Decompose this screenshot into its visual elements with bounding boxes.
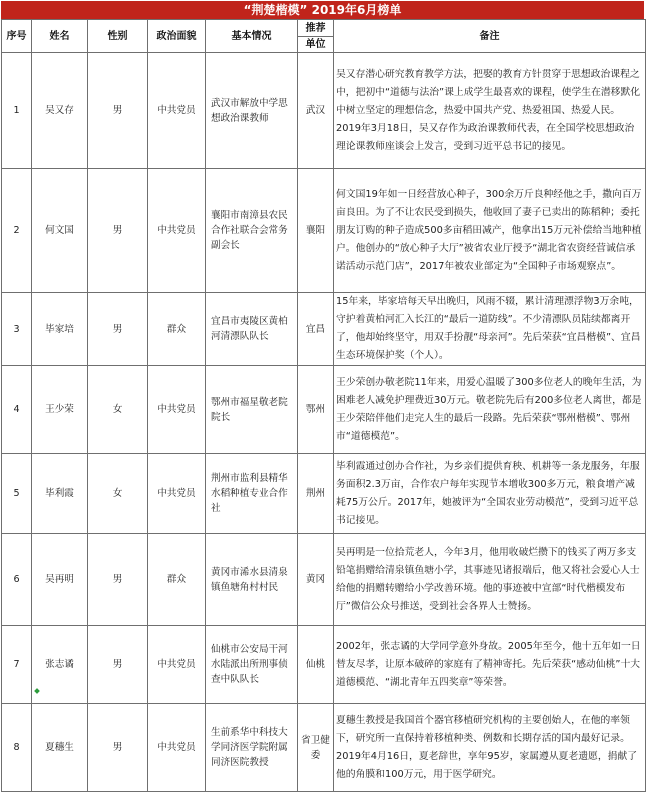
cell-name: 吴又存 — [32, 53, 88, 169]
cell-gender: 男 — [88, 534, 148, 626]
table-row — [2, 53, 646, 169]
cell-info: 鄂州市福星敬老院院长 — [206, 366, 298, 454]
header-row — [2, 20, 646, 37]
cell-gender: 男 — [88, 626, 148, 704]
cell-info: 宜昌市夷陵区黄柏河清漂队队长 — [206, 293, 298, 366]
cell-name: 毕家培 — [32, 293, 88, 366]
cell-index: 8 — [2, 704, 32, 792]
cell-note: 15年来，毕家培每天早出晚归，风雨不辍，累计清理漂浮物3万余吨，守护着黄柏河汇入长江的“最后一道防线”。不少清漂队员陆续都离开了，他却始终坚守，用双手扮靓“母亲河”。先后荣获“宜昌楷模”、宜昌生态环境保护奖（个人）。 — [334, 293, 646, 366]
cell-index: 2 — [2, 169, 32, 293]
cell-info: 生前系华中科技大学同济医学院附属同济医院教授 — [206, 704, 298, 792]
cell-unit: 黄冈 — [298, 534, 334, 626]
table-row — [2, 704, 646, 792]
table-row — [2, 169, 646, 293]
cell-political: 中共党员 — [148, 626, 206, 704]
cell-index: 1 — [2, 53, 32, 169]
table-row — [2, 534, 646, 626]
header-gender: 性别 — [88, 20, 148, 53]
cell-political: 中共党员 — [148, 366, 206, 454]
cell-info: 仙桃市公安局干河水陆派出所刑事侦查中队队长 — [206, 626, 298, 704]
cell-note: 吴再明是一位拾荒老人，今年3月，他用收破烂攒下的钱买了两万多支铅笔捐赠给清泉镇鱼塘小学，其事迹见诸报端后，他又将社会爱心人士给他的捐赠转赠给小学改善环境。他的事迹被中宣部“时代楷模发布厅”微信公众号推送，受到社会各界人士赞扬。 — [334, 534, 646, 626]
cell-index: 5 — [2, 454, 32, 534]
cell-info: 襄阳市南漳县农民合作社联合会常务副会长 — [206, 169, 298, 293]
cell-gender: 男 — [88, 704, 148, 792]
table-row — [2, 366, 646, 454]
cell-name: 王少荣 — [32, 366, 88, 454]
cell-political: 中共党员 — [148, 704, 206, 792]
header-info: 基本情况 — [206, 20, 298, 53]
honor-list-table — [1, 19, 646, 792]
cell-political: 群众 — [148, 293, 206, 366]
cell-name: 夏穗生 — [32, 704, 88, 792]
cell-note: 夏穗生教授是我国首个器官移植研究机构的主要创始人，在他的率领下，研究所一直保持着移植种类、例数和长期存活的国内最好记录。2019年4月16日，夏老辞世，享年95岁，家属遵从夏老遗愿，捐献了他的角膜和100万元，用于医学研究。 — [334, 704, 646, 792]
header-name: 姓名 — [32, 20, 88, 53]
cell-political: 群众 — [148, 534, 206, 626]
cell-political: 中共党员 — [148, 169, 206, 293]
header-unit: 单位 — [298, 37, 334, 53]
cell-unit: 荆州 — [298, 454, 334, 534]
cell-unit: 鄂州 — [298, 366, 334, 454]
table-row — [2, 626, 646, 704]
page-title: “荆楚楷模” 2019年6月榜单 — [1, 1, 644, 19]
cell-unit: 武汉 — [298, 53, 334, 169]
cell-note: 吴又存潜心研究教育教学方法，把娶的教育方针贯穿于思想政治课程之中，把初中“道德与法治”课上成学生最喜欢的课程，使学生在潜移默化中树立坚定的理想信念，热爱中国共产党、热爱祖国、热爱人民。2019年3月18日，吴又存作为政治课教师代表，在全国学校思想政治理论课教师座谈会上发言，受到习近平总书记的接见。 — [334, 53, 646, 169]
header-recommend: 推荐 — [298, 20, 334, 37]
cell-note: 何文国19年如一日经营放心种子，300余万斤良种经他之手，撒向百万亩良田。为了不让农民受到损失，他收回了妻子已卖出的陈稻种；委托朋友订购的种子造成500多亩稻田减产，他拿出15万元补偿给当地种植户。他创办的“放心种子大厅”被省农业厅授予“湖北省农资经营诚信承诺活动示范门店”，2017年被农业部定为“全国种子市场观察点”。 — [334, 169, 646, 293]
cell-unit: 省卫健委 — [298, 704, 334, 792]
cell-info: 荆州市监利县精华水稻种植专业合作社 — [206, 454, 298, 534]
header-political: 政治面貌 — [148, 20, 206, 53]
cell-gender: 男 — [88, 53, 148, 169]
cell-note: 毕利霞通过创办合作社，为乡亲们提供育秧、机耕等一条龙服务，年服务面积2.3万亩，合作农户每年实现节本增收300多万元，粮食增产减耗75万公斤。2017年，她被评为“全国农业劳动模范”，受到习近平总书记接见。 — [334, 454, 646, 534]
cell-index: 7 — [2, 626, 32, 704]
cell-unit: 襄阳 — [298, 169, 334, 293]
cell-info: 武汉市解放中学思想政治课教师 — [206, 53, 298, 169]
cell-gender: 男 — [88, 293, 148, 366]
cell-name: 张志谲 — [32, 626, 88, 704]
table-row — [2, 293, 646, 366]
cell-name: 毕利霞 — [32, 454, 88, 534]
cell-unit: 仙桃 — [298, 626, 334, 704]
cell-gender: 女 — [88, 454, 148, 534]
cell-gender: 男 — [88, 169, 148, 293]
table-row — [2, 454, 646, 534]
cell-political: 中共党员 — [148, 454, 206, 534]
cell-political: 中共党员 — [148, 53, 206, 169]
cell-index: 6 — [2, 534, 32, 626]
header-index: 序号 — [2, 20, 32, 53]
cell-info: 黄冈市浠水县清泉镇鱼塘角村村民 — [206, 534, 298, 626]
cell-unit: 宜昌 — [298, 293, 334, 366]
cell-index: 3 — [2, 293, 32, 366]
cell-note: 王少荣创办敬老院11年来，用爱心温暖了300多位老人的晚年生活，为困难老人减免护理费近30万元。敬老院先后有200多位老人离世，都是王少荣陪伴他们走完人生的最后一段路。先后荣获“鄂州楷模”、鄂州市“道德模范”。 — [334, 366, 646, 454]
cell-note: 2002年，张志谲的大学同学意外身故。2005年至今，他十五年如一日替友尽孝，让原本破碎的家庭有了精神寄托。先后荣获“感动仙桃”十大道德模范、“湖北青年五四奖章”等荣誉。 — [334, 626, 646, 704]
cell-index: 4 — [2, 366, 32, 454]
cell-name: 吴再明 — [32, 534, 88, 626]
cell-name: 何文国 — [32, 169, 88, 293]
cell-gender: 女 — [88, 366, 148, 454]
header-note: 备注 — [334, 20, 646, 53]
